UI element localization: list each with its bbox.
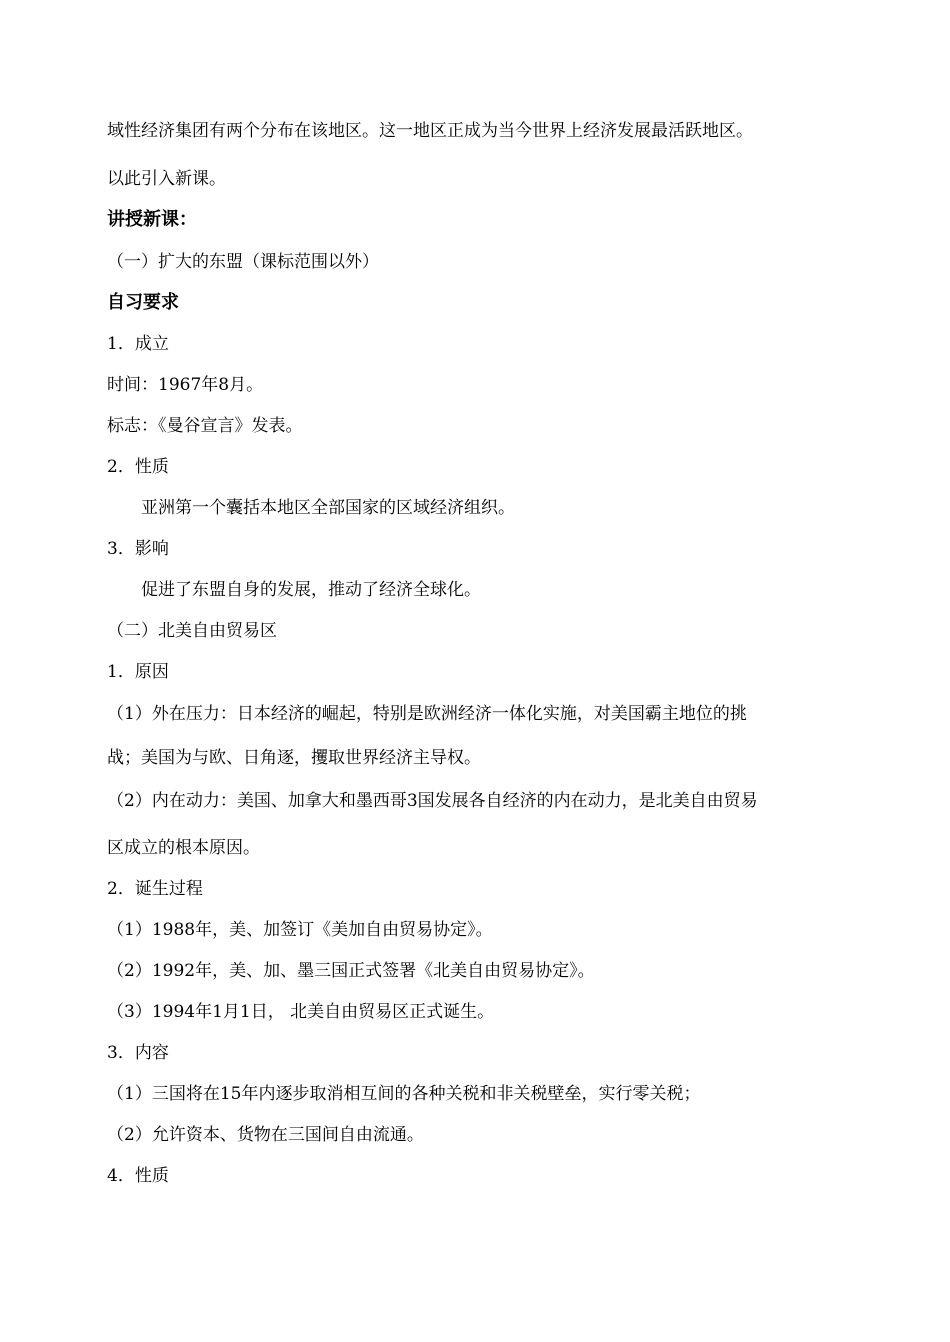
section-heading: 讲授新课： <box>107 209 197 230</box>
paragraph-line: （2）允许资本、货物在三国间自由流通。 <box>107 1125 424 1145</box>
paragraph-line: （2）内在动力：美国、加拿大和墨西哥3国发展各自经济的内在动力，是北美自由贸易 <box>107 791 758 811</box>
paragraph-line: （2）1992年，美、加、墨三国正式签署《北美自由贸易协定》。 <box>107 961 595 981</box>
paragraph-line: 促进了东盟自身的发展，推动了经济全球化。 <box>141 580 481 600</box>
paragraph-line: （1）外在压力：日本经济的崛起，特别是欧洲经济一体化实施，对美国霸主地位的挑 <box>107 704 747 724</box>
paragraph-line: 时间：1967年8月。 <box>107 375 264 395</box>
list-item: 4．性质 <box>107 1166 169 1186</box>
paragraph-line: 区成立的根本原因。 <box>107 838 260 858</box>
paragraph-line: 域性经济集团有两个分布在该地区。这一地区正成为当今世界上经济发展最活跃地区。 <box>107 121 753 141</box>
subsection-heading: （一）扩大的东盟（课标范围以外） <box>107 252 379 272</box>
list-item: 2．性质 <box>107 457 169 477</box>
list-item: 2．诞生过程 <box>107 879 203 899</box>
list-item: 3．内容 <box>107 1043 169 1063</box>
list-item: 1．成立 <box>107 334 169 354</box>
paragraph-line: （1）三国将在15年内逐步取消相互间的各种关税和非关税壁垒，实行零关税； <box>107 1084 701 1104</box>
list-item: 1．原因 <box>107 662 169 682</box>
paragraph-line: 以此引入新课。 <box>107 169 226 189</box>
paragraph-line: （3）1994年1月1日， 北美自由贸易区正式诞生。 <box>107 1002 495 1022</box>
paragraph-line: （1）1988年，美、加签订《美加自由贸易协定》。 <box>107 920 493 940</box>
subsection-heading: （二）北美自由贸易区 <box>107 621 277 641</box>
paragraph-line: 标志：《曼谷宣言》发表。 <box>107 416 303 436</box>
paragraph-line: 战；美国为与欧、日角逐，攫取世界经济主导权。 <box>107 748 481 768</box>
paragraph-line: 亚洲第一个囊括本地区全部国家的区域经济组织。 <box>141 498 515 518</box>
section-heading: 自习要求 <box>107 292 179 313</box>
list-item: 3．影响 <box>107 539 169 559</box>
